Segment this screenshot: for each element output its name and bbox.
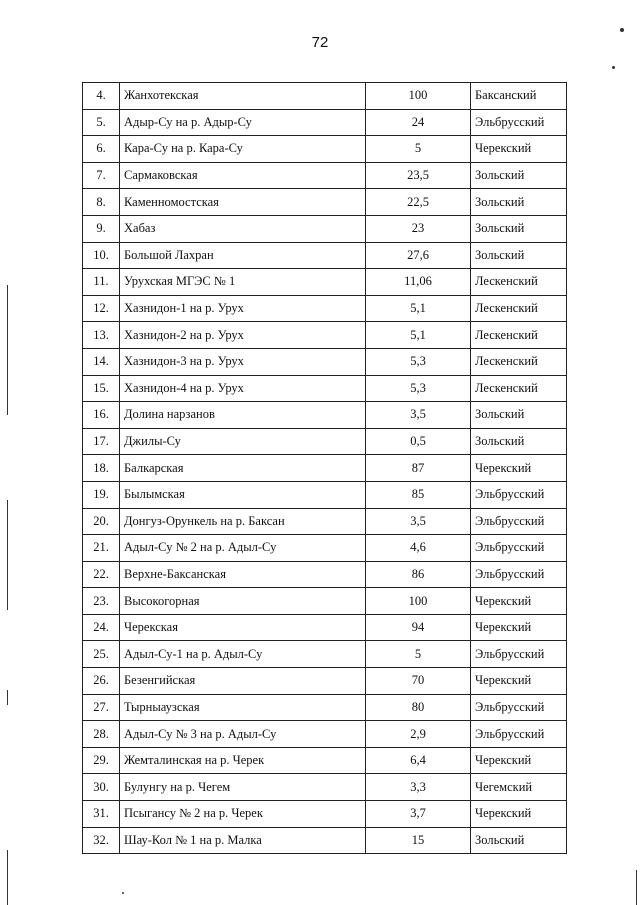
district-name: Зольский <box>471 402 567 429</box>
row-number: 19. <box>83 481 120 508</box>
table-row <box>83 295 567 322</box>
station-name: Булунгу на р. Чегем <box>120 774 366 801</box>
district-name: Лескенский <box>471 295 567 322</box>
scan-margin-line <box>7 500 8 610</box>
capacity-value: 5,3 <box>366 375 471 402</box>
row-number: 24. <box>83 614 120 641</box>
table-row <box>83 348 567 375</box>
row-number: 10. <box>83 242 120 269</box>
row-number: 4. <box>83 83 120 110</box>
scan-margin-line <box>7 850 8 905</box>
table-row <box>83 83 567 110</box>
capacity-value: 0,5 <box>366 428 471 455</box>
station-name: Сармаковская <box>120 162 366 189</box>
district-name: Эльбрусский <box>471 694 567 721</box>
district-name: Черекский <box>471 614 567 641</box>
table-row <box>83 136 567 163</box>
station-name: Балкарская <box>120 455 366 482</box>
row-number: 31. <box>83 801 120 828</box>
table-row <box>83 322 567 349</box>
station-name: Адыл-Су № 2 на р. Адыл-Су <box>120 535 366 562</box>
table-row <box>83 428 567 455</box>
station-name: Хазнидон-1 на р. Урух <box>120 295 366 322</box>
table-body <box>83 83 567 854</box>
row-number: 16. <box>83 402 120 429</box>
capacity-value: 5 <box>366 641 471 668</box>
capacity-value: 5 <box>366 136 471 163</box>
row-number: 25. <box>83 641 120 668</box>
capacity-value: 23,5 <box>366 162 471 189</box>
row-number: 15. <box>83 375 120 402</box>
station-name: Хазнидон-2 на р. Урух <box>120 322 366 349</box>
row-number: 23. <box>83 588 120 615</box>
station-name: Былымская <box>120 481 366 508</box>
district-name: Зольский <box>471 189 567 216</box>
capacity-value: 3,5 <box>366 402 471 429</box>
table-row <box>83 269 567 296</box>
row-number: 28. <box>83 721 120 748</box>
table-row <box>83 242 567 269</box>
district-name: Зольский <box>471 827 567 854</box>
table-row <box>83 215 567 242</box>
station-name: Верхне-Баксанская <box>120 561 366 588</box>
table-row <box>83 747 567 774</box>
capacity-value: 24 <box>366 109 471 136</box>
district-name: Эльбрусский <box>471 109 567 136</box>
row-number: 21. <box>83 535 120 562</box>
row-number: 29. <box>83 747 120 774</box>
station-name: Адыл-Су-1 на р. Адыл-Су <box>120 641 366 668</box>
table-row <box>83 614 567 641</box>
capacity-value: 11,06 <box>366 269 471 296</box>
district-name: Черекский <box>471 668 567 695</box>
station-name: Шау-Кол № 1 на р. Малка <box>120 827 366 854</box>
station-name: Урухская МГЭС № 1 <box>120 269 366 296</box>
district-name: Эльбрусский <box>471 508 567 535</box>
district-name: Черекский <box>471 747 567 774</box>
table-row <box>83 481 567 508</box>
scan-dot <box>620 28 624 32</box>
district-name: Зольский <box>471 242 567 269</box>
station-name: Донгуз-Орункель на р. Баксан <box>120 508 366 535</box>
table-row <box>83 455 567 482</box>
district-name: Зольский <box>471 428 567 455</box>
table-row <box>83 774 567 801</box>
row-number: 30. <box>83 774 120 801</box>
capacity-value: 70 <box>366 668 471 695</box>
station-name: Джилы-Су <box>120 428 366 455</box>
table-row <box>83 827 567 854</box>
capacity-value: 27,6 <box>366 242 471 269</box>
table-row <box>83 162 567 189</box>
row-number: 26. <box>83 668 120 695</box>
station-name: Высокогорная <box>120 588 366 615</box>
district-name: Черекский <box>471 801 567 828</box>
row-number: 20. <box>83 508 120 535</box>
station-name: Жанхотекская <box>120 83 366 110</box>
station-name: Черекская <box>120 614 366 641</box>
station-name: Хабаз <box>120 215 366 242</box>
table-row <box>83 668 567 695</box>
table-row <box>83 561 567 588</box>
station-name: Адыр-Су на р. Адыр-Су <box>120 109 366 136</box>
capacity-value: 85 <box>366 481 471 508</box>
capacity-value: 5,1 <box>366 322 471 349</box>
capacity-value: 87 <box>366 455 471 482</box>
table-row <box>83 694 567 721</box>
capacity-value: 86 <box>366 561 471 588</box>
row-number: 17. <box>83 428 120 455</box>
capacity-value: 3,7 <box>366 801 471 828</box>
row-number: 32. <box>83 827 120 854</box>
district-name: Эльбрусский <box>471 481 567 508</box>
district-name: Эльбрусский <box>471 535 567 562</box>
row-number: 13. <box>83 322 120 349</box>
table-row <box>83 508 567 535</box>
row-number: 12. <box>83 295 120 322</box>
station-name: Тырныаузская <box>120 694 366 721</box>
district-name: Эльбрусский <box>471 561 567 588</box>
table-row <box>83 375 567 402</box>
station-name: Каменномостская <box>120 189 366 216</box>
capacity-value: 6,4 <box>366 747 471 774</box>
capacity-value: 23 <box>366 215 471 242</box>
table-row <box>83 402 567 429</box>
capacity-value: 15 <box>366 827 471 854</box>
district-name: Зольский <box>471 215 567 242</box>
row-number: 5. <box>83 109 120 136</box>
district-name: Баксанский <box>471 83 567 110</box>
table-row <box>83 801 567 828</box>
station-name: Кара-Су на р. Кара-Су <box>120 136 366 163</box>
district-name: Зольский <box>471 162 567 189</box>
district-name: Лескенский <box>471 375 567 402</box>
row-number: 8. <box>83 189 120 216</box>
hydro-plants-table <box>82 82 567 854</box>
scan-margin-line <box>7 690 8 705</box>
page-number: 72 <box>311 34 329 51</box>
capacity-value: 2,9 <box>366 721 471 748</box>
row-number: 14. <box>83 348 120 375</box>
scan-dot <box>122 892 124 894</box>
row-number: 18. <box>83 455 120 482</box>
capacity-value: 22,5 <box>366 189 471 216</box>
district-name: Чегемский <box>471 774 567 801</box>
capacity-value: 5,1 <box>366 295 471 322</box>
table-row <box>83 588 567 615</box>
station-name: Безенгийская <box>120 668 366 695</box>
capacity-value: 100 <box>366 588 471 615</box>
station-name: Долина нарзанов <box>120 402 366 429</box>
station-name: Хазнидон-4 на р. Урух <box>120 375 366 402</box>
row-number: 11. <box>83 269 120 296</box>
table-row <box>83 189 567 216</box>
row-number: 7. <box>83 162 120 189</box>
capacity-value: 3,5 <box>366 508 471 535</box>
district-name: Черекский <box>471 588 567 615</box>
station-name: Жемталинская на р. Черек <box>120 747 366 774</box>
row-number: 22. <box>83 561 120 588</box>
row-number: 6. <box>83 136 120 163</box>
table-row <box>83 109 567 136</box>
district-name: Лескенский <box>471 322 567 349</box>
capacity-value: 4,6 <box>366 535 471 562</box>
district-name: Лескенский <box>471 269 567 296</box>
capacity-value: 5,3 <box>366 348 471 375</box>
district-name: Черекский <box>471 455 567 482</box>
scan-dot <box>612 66 615 69</box>
district-name: Эльбрусский <box>471 721 567 748</box>
row-number: 27. <box>83 694 120 721</box>
district-name: Лескенский <box>471 348 567 375</box>
scan-margin-line <box>636 870 637 905</box>
table-row <box>83 641 567 668</box>
district-name: Черекский <box>471 136 567 163</box>
row-number: 9. <box>83 215 120 242</box>
table-row <box>83 535 567 562</box>
station-name: Большой Лахран <box>120 242 366 269</box>
capacity-value: 100 <box>366 83 471 110</box>
capacity-value: 80 <box>366 694 471 721</box>
table-row <box>83 721 567 748</box>
scan-margin-line <box>7 285 8 415</box>
station-name: Адыл-Су № 3 на р. Адыл-Су <box>120 721 366 748</box>
station-name: Псыгансу № 2 на р. Черек <box>120 801 366 828</box>
capacity-value: 94 <box>366 614 471 641</box>
district-name: Эльбрусский <box>471 641 567 668</box>
station-name: Хазнидон-3 на р. Урух <box>120 348 366 375</box>
capacity-value: 3,3 <box>366 774 471 801</box>
